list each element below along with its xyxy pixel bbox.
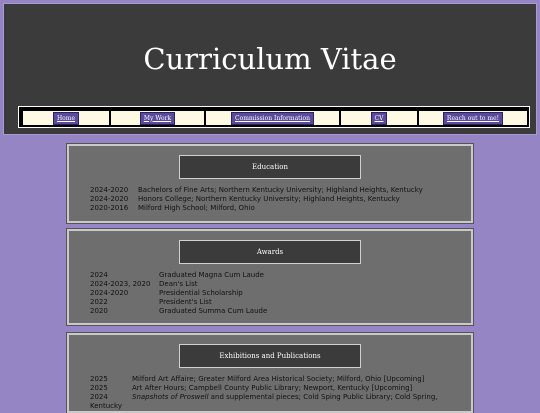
year: 2024-2020 bbox=[90, 186, 129, 194]
site-header bbox=[3, 3, 537, 135]
awards-list bbox=[90, 271, 267, 316]
list-item bbox=[90, 195, 423, 204]
year: 2024-2023, 2020 bbox=[90, 280, 151, 288]
awards-heading: Awards bbox=[179, 240, 361, 264]
list-item bbox=[90, 289, 267, 298]
exhibitions-list bbox=[90, 375, 438, 411]
entry-text: Bachelors of Fine Arts; Northern Kentucky University; Highland Heights, Kentucky bbox=[138, 186, 423, 194]
list-item bbox=[90, 280, 267, 289]
nav-commission-button[interactable]: Commission Information bbox=[231, 112, 314, 125]
year: 2025 bbox=[90, 375, 108, 383]
entry-text: Dean's List bbox=[159, 280, 198, 288]
page-title: Curriculum Vitae bbox=[143, 42, 397, 76]
nav-contact-button[interactable]: Reach out to me! bbox=[443, 112, 503, 125]
list-item bbox=[90, 393, 438, 402]
nav-my-work-button[interactable]: My Work bbox=[140, 112, 175, 125]
exhibition-title: Snapshots of Proswell bbox=[132, 393, 209, 401]
entry-text: Graduated Summa Cum Laude bbox=[159, 307, 268, 315]
year: 2024-2020 bbox=[90, 195, 129, 203]
list-item bbox=[90, 402, 438, 411]
year: 2024-2020 bbox=[90, 289, 129, 297]
entry-text: Milford High School; Milford, Ohio bbox=[138, 204, 255, 212]
entry-text: Graduated Magna Cum Laude bbox=[159, 271, 264, 279]
year: 2022 bbox=[90, 298, 108, 306]
list-item bbox=[90, 298, 267, 307]
entry-text: Milford Art Affaire; Greater Milford Area Historical Society; Milford, Ohio [Upcoming] bbox=[132, 375, 425, 383]
year: 2024 bbox=[90, 393, 108, 401]
entry-text: Kentucky bbox=[90, 402, 122, 410]
entry-text: Art After Hours; Campbell County Public Library; Newport, Kentucky [Upcoming] bbox=[132, 384, 413, 392]
entry-text: Presidential Scholarship bbox=[159, 289, 243, 297]
list-item bbox=[90, 375, 438, 384]
list-item bbox=[90, 186, 423, 195]
year: 2025 bbox=[90, 384, 108, 392]
entry-text: Honors College; Northern Kentucky University; Highland Heights, Kentucky bbox=[138, 195, 400, 203]
nav-bar bbox=[18, 106, 530, 128]
entry-text: President's List bbox=[159, 298, 212, 306]
nav-home-button[interactable]: Home bbox=[53, 112, 79, 125]
list-item bbox=[90, 384, 438, 393]
list-item bbox=[90, 307, 267, 316]
list-item bbox=[90, 271, 267, 280]
list-item bbox=[90, 204, 423, 213]
exhibitions-heading: Exhibitions and Publications bbox=[179, 344, 361, 368]
year: 2020-2016 bbox=[90, 204, 129, 212]
year: 2024 bbox=[90, 271, 108, 279]
education-list bbox=[90, 186, 423, 213]
education-heading: Education bbox=[179, 155, 361, 179]
entry-text: and supplemental pieces; Cold Sping Public Library; Cold Spring, bbox=[208, 393, 438, 401]
awards-panel bbox=[67, 229, 473, 325]
year: 2020 bbox=[90, 307, 108, 315]
education-panel bbox=[67, 144, 473, 223]
nav-cv-button[interactable]: CV bbox=[371, 112, 388, 125]
exhibitions-panel bbox=[67, 333, 473, 413]
